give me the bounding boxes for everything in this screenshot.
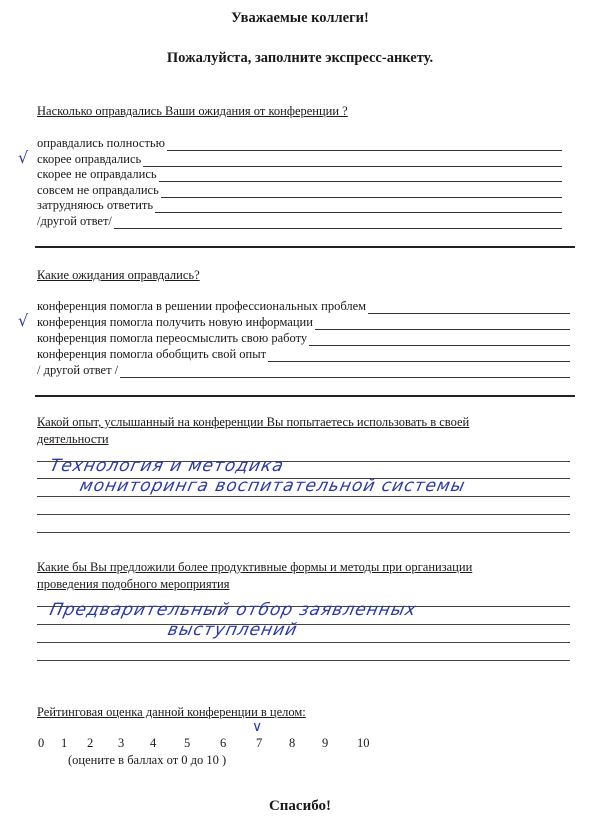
- q2-answer-line: [268, 351, 570, 362]
- q4-handwritten-answer-line2: выступлений: [165, 620, 300, 640]
- q2-answer-line: [120, 367, 570, 378]
- q3-answer-rule: [37, 514, 570, 515]
- rating-option[interactable]: 4: [150, 736, 157, 750]
- q3-handwritten-answer-line1: Технология и методика: [47, 456, 286, 476]
- q1-check-mark: √: [18, 148, 29, 167]
- q1-option-row[interactable]: [37, 136, 562, 151]
- q3-question-line2: деятельности: [37, 432, 109, 446]
- q2-answer-line: [315, 319, 570, 330]
- q2-question: Какие ожидания оправдались?: [37, 268, 200, 282]
- rating-option[interactable]: 2: [87, 736, 94, 750]
- rating-option[interactable]: 1: [61, 736, 68, 750]
- q3-answer-rule: [37, 532, 570, 533]
- q1-option-label: оправдались полностью: [37, 136, 165, 150]
- q2-option-row[interactable]: [37, 315, 570, 330]
- q1-answer-line: [167, 140, 562, 151]
- q1-option-row[interactable]: [37, 167, 562, 182]
- q2-check-mark: √: [18, 311, 29, 330]
- q4-question-line2: проведения подобного мероприятия: [37, 577, 230, 591]
- q1-option-row[interactable]: [37, 152, 562, 167]
- q4-answer-rule: [37, 624, 570, 625]
- q2-answer-line: [309, 335, 570, 346]
- rating-hint: (оцените в баллах от 0 до 10 ): [68, 753, 227, 767]
- q2-option-label: конференция помогла получить новую информации: [37, 315, 313, 329]
- q1-option-label: совсем не оправдались: [37, 182, 159, 197]
- q2-option-label: конференция помогла обобщить свой опыт: [37, 347, 267, 361]
- q2-answer-line: [368, 303, 570, 314]
- q1-answer-line: [159, 171, 562, 182]
- section-divider-1: [35, 246, 575, 248]
- q1-question: Насколько оправдались Ваши ожидания от конференции ?: [37, 104, 348, 118]
- q4-answer-rule: [37, 642, 570, 643]
- q1-option-label: /другой ответ/: [37, 213, 112, 228]
- q1-answer-line: [161, 187, 562, 198]
- q3-answer-rule: [37, 496, 570, 497]
- q1-option-label: скорее оправдались: [37, 151, 142, 166]
- rating-option[interactable]: 5: [184, 736, 191, 750]
- q1-option-label: затрудняюсь ответить: [37, 198, 154, 212]
- rating-option[interactable]: 0: [38, 736, 45, 750]
- q1-option-row[interactable]: [37, 183, 562, 198]
- rating-option[interactable]: 10: [357, 736, 370, 750]
- rating-option[interactable]: 6: [220, 736, 227, 750]
- rating-selected-mark: ∨: [252, 719, 263, 735]
- rating-option[interactable]: 3: [118, 736, 125, 750]
- q1-option-row[interactable]: [37, 214, 562, 229]
- rating-option[interactable]: 7: [256, 736, 263, 750]
- q1-option-row[interactable]: [37, 198, 562, 213]
- q2-option-label: / другой ответ /: [37, 363, 119, 377]
- rating-option[interactable]: 9: [322, 736, 329, 750]
- q2-option-row[interactable]: [37, 363, 570, 378]
- thanks-text: Спасибо!: [268, 798, 332, 814]
- section-divider-2: [35, 395, 575, 397]
- q1-answer-line: [155, 202, 562, 213]
- q2-option-label: конференция помогла в решении профессиональных проблем: [37, 299, 367, 313]
- q1-answer-line: [143, 156, 562, 167]
- q3-question-line1: Какой опыт, услышанный на конференции Вы попытаетесь использовать в своей: [37, 415, 470, 429]
- q2-option-row[interactable]: [37, 299, 570, 314]
- q4-answer-rule: [37, 660, 570, 661]
- q4-question-line1: Какие бы Вы предложили более продуктивные формы и методы при организации: [37, 560, 473, 574]
- q1-answer-line: [114, 218, 562, 229]
- form-greeting: Уважаемые коллеги!: [231, 10, 369, 26]
- rating-question: Рейтинговая оценка данной конференции в целом:: [37, 705, 306, 719]
- q2-option-row[interactable]: [37, 347, 570, 362]
- q2-option-label: конференция помогла переосмыслить свою работу: [37, 331, 308, 345]
- form-request: Пожалуйста, заполните экспресс-анкету.: [166, 50, 434, 66]
- rating-option[interactable]: 8: [289, 736, 296, 750]
- q1-option-label: скорее не оправдались: [37, 167, 157, 181]
- q2-option-row[interactable]: [37, 331, 570, 346]
- q4-handwritten-answer-line1: Предварительный отбор заявленных: [47, 600, 419, 620]
- q3-handwritten-answer-line2: мониторинга воспитательной системы: [77, 476, 468, 496]
